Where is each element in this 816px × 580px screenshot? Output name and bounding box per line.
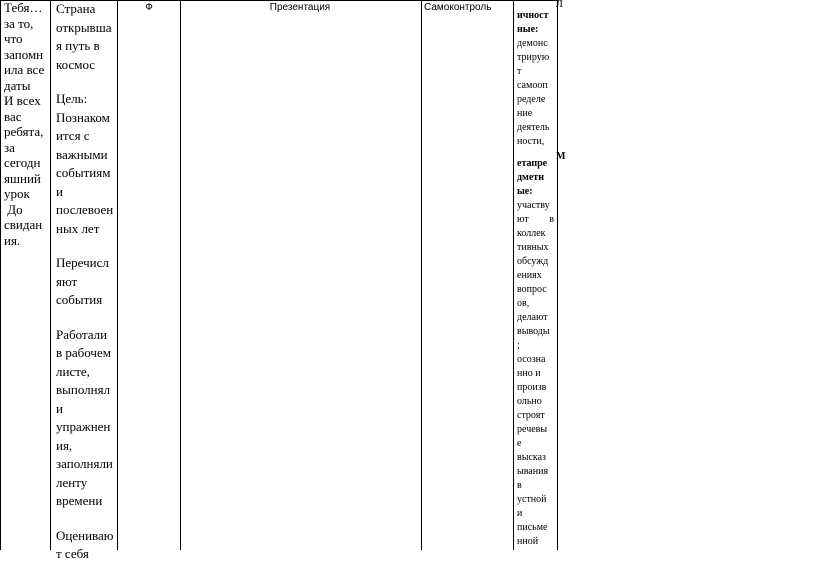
text-line: ольно — [517, 396, 542, 407]
text-line: письме — [517, 522, 548, 533]
text-line: вопрос — [517, 284, 547, 295]
text-line: нной — [517, 536, 539, 547]
text-line: осозна — [517, 354, 546, 365]
column-header-presentation: Презентация — [269, 2, 331, 13]
column-divider — [513, 0, 514, 550]
text-line: Тебя… — [4, 0, 43, 15]
text-line: самооп — [517, 80, 548, 91]
text-line: вас — [4, 108, 22, 124]
outcome-heading: дметн — [517, 172, 544, 183]
outcome-heading: ичност — [517, 10, 549, 21]
text-line: сегодн — [4, 155, 41, 170]
text-line: демонс — [517, 38, 548, 49]
text-line: высказ — [517, 452, 546, 463]
stage-list-events: Перечисл яют события — [56, 255, 109, 307]
text-line: обсужд — [517, 256, 549, 267]
stage-title: Страна открывша я путь в космос — [56, 1, 112, 72]
column-divider — [421, 0, 422, 550]
text-line: ов, — [517, 298, 530, 309]
column-divider — [117, 0, 118, 550]
column-divider — [50, 0, 51, 550]
stage-self-assessment: Оцениваю т себя — [56, 527, 114, 561]
closing-text-cell — [4, 0, 48, 248]
text-line: участву — [517, 200, 550, 211]
text-line: коллек — [517, 228, 546, 239]
text-line: трирую — [517, 52, 550, 63]
text-line: в — [517, 480, 522, 491]
text-line: е — [517, 438, 522, 449]
text-line: ениях — [517, 270, 542, 281]
text-line: ребята, — [4, 124, 44, 139]
learning-outcomes-cell — [517, 9, 554, 549]
text-line: ила все — [4, 62, 45, 77]
outcome-heading: ые: — [517, 186, 533, 197]
text-line: ют в — [517, 214, 554, 225]
text-line: яшний — [4, 170, 41, 186]
text-line: ; — [517, 340, 520, 351]
text-line: ывания — [517, 466, 549, 477]
outcome-heading: ные: — [517, 24, 539, 35]
column-divider — [180, 0, 181, 550]
text-line: ности, — [517, 136, 545, 147]
text-line: и — [517, 508, 523, 519]
text-line: До — [4, 201, 23, 217]
text-line: ние — [517, 108, 533, 119]
text-line: т — [517, 66, 522, 77]
stage-worksheet: Работали в рабочем листе, выполнял и упражнен ия, заполняли ленту времени — [56, 326, 113, 508]
text-line: И всех — [4, 93, 41, 108]
text-line: нно и — [517, 368, 541, 379]
column-header-form: Ф — [145, 2, 153, 13]
text-line: свидан — [4, 217, 43, 232]
text-line: речевы — [517, 424, 548, 435]
column-corner-mark: Л — [556, 0, 563, 10]
column-header-self-control: Самоконтроль — [424, 2, 492, 13]
text-line: устной — [517, 494, 547, 505]
text-line: произв — [517, 382, 547, 393]
lesson-stage-cell — [56, 0, 114, 580]
text-line: делают — [517, 312, 548, 323]
text-line: запомн — [4, 46, 44, 62]
column-divider — [557, 0, 558, 550]
text-line: урок — [4, 186, 30, 201]
text-line: ия. — [4, 232, 21, 248]
text-line: тивных — [517, 242, 549, 253]
text-line: выводы — [517, 326, 550, 337]
outcome-heading: етапре — [517, 158, 548, 169]
text-line: строят — [517, 410, 545, 421]
text-line: за то, — [4, 15, 34, 31]
column-side-mark: М — [556, 151, 566, 162]
table-border-left — [0, 0, 1, 550]
text-line: ределе — [517, 94, 546, 105]
text-line: за — [4, 139, 15, 155]
text-line: даты — [4, 77, 31, 93]
text-line: что — [4, 31, 23, 46]
stage-goal: Цель: Познаком ится с важными событиям и послевоен ных лет — [56, 91, 114, 236]
text-line: деятель — [517, 122, 550, 133]
